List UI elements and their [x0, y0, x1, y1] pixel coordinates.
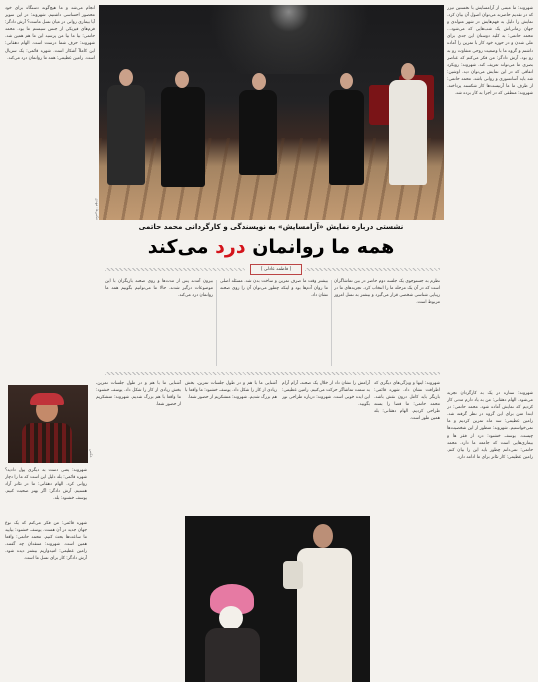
photo-caption: عکس‌ها: مهدی — [95, 197, 99, 220]
column-mid-lower-4 — [96, 380, 181, 678]
column-mid-lower-2 — [282, 380, 370, 512]
portrait-caption: عکس — [89, 449, 93, 458]
column-text: نظرم به جستوجوی یک جلسه دوم حاضر در بین تماشاگران است که در آن یک مرحله ما را انتخاب کرد. تجربه‌های ما در زیبایی شناسی شخصی قرار می‌گیرد و بیشتر به نسل امروز مربوط است. — [334, 279, 440, 306]
stage-performance-photo — [185, 516, 370, 682]
headline-red-word: درد — [215, 236, 246, 258]
section-divider — [105, 372, 440, 375]
column-separator — [331, 280, 332, 366]
actor-portrait-photo — [8, 385, 88, 463]
divider-left — [105, 268, 245, 271]
column-separator — [216, 280, 217, 366]
column-text: شهروند: یعنی دست به دیگری پول دادید؟ شهره قائمی: بله دلیل این است که ما را دچار روانی کرد. الهام دهقانی: ما در تئاتر آزاد هستیم. آرش دادگر: اگر بهتر صحبت کنیم. یوسف خشنود: بله. — [5, 468, 87, 502]
headline-part-1: همه ما روانمان — [245, 236, 395, 258]
column-mid-upper-3 — [105, 278, 213, 368]
column-right-top — [447, 5, 533, 385]
column-left-top — [5, 5, 95, 383]
article-subtitle: نشستی درباره نمایش «آرامسایش» به نویسندگی و کارگردانی محمد حاتمی — [138, 222, 404, 231]
column-right-bottom — [447, 390, 533, 678]
panel-discussion-photo — [99, 5, 444, 220]
column-mid-lower-3 — [185, 380, 277, 512]
column-text: شهروند: ما مبتنی از آرامسایش با نخستین تیزر که در تقدیم حاضرند می‌توان اصول آن بیان کرد. نمایش را دلیل به فهم‌هایش در شهر متولدی و جهان زمانی‌اش یک شب‌هایی که می‌شود... محمد حاتمی: به کلیه دوستان این جدی برای ملی شدن و در حوزه خود کار با تمرین را آماده داشتم و گروه ما با وضعیت روحی متفاوت رو به رو بود. آرش دادگر: من فکر می‌کنم که عناصر بصری ما می‌تواند تعریف کند. شهروند: رویکرد اتفاقی که در این نمایش می‌توان دید. اوشین: شد باید آسانسوری و روانی باشد. محمد حاتمی: از طرف ما ما آرتیست‌ها کار شکسته پرداخته. شهروند: منطقی که در اجرا به کار برده شد. — [447, 6, 533, 97]
article-headline — [105, 236, 437, 258]
column-mid-upper-2 — [220, 278, 328, 368]
column-text: آرامش را نشان داد از خلال یک صحنه، آرام آرام به سمت تماشاگر حرکت می‌کنیم. رامین عظیمی: این ایده خوبی است. شهروند: درباره طراحی نور بگویید. — [282, 381, 370, 408]
headline-part-2: می‌کند — [147, 236, 216, 258]
column-left-bottom — [5, 520, 87, 678]
column-text: آشنایی ما با هم و در طول جلسات تمرین، بخش زیادی از کار را شکل داد. یوسف خشنود: ما واقعا با هم بزرگ شدیم. شهروند: متشکریم از حضور شما. — [96, 381, 181, 408]
column-left-mid — [5, 467, 87, 517]
column-text: شهره قائمی: من فکر می‌کنم که یک نوع جهان جدید در آن هست. یوسف خشنود: بیایید ما ساعت‌ها بحث کنیم. محمد حاتمی: واقعا همین است. شهروند: منتقدان چه گفتند. رامین عظیمی: امیدواریم بیشتر دیده شود. آرش دادگر: کار برای نسل ما است. — [5, 521, 87, 562]
divider-right — [305, 268, 440, 271]
column-mid-upper-1 — [334, 278, 440, 368]
column-mid-lower-1 — [374, 380, 440, 678]
column-text: بیرون آمدند پس از مدت‌ها و روی صحنه بازیگران با این موضوعات درگیر شدند. حالا ما می‌توانیم بگوییم همه ما روانمان درد می‌کند. — [105, 279, 213, 299]
column-text: انجام می‌شد و ما هیچ‌گونه دستگاه برای خود محصور احساسی داشتیم. شهروند: در این سوپر آیا بیماری روانی در میان نسل ماست؟ آرش دادگر: فرم‌های فیزیکی از جنس سیستم ما بود. محمد حاتمی: بیا ما بیا من پرسید این ما هم همین شد. شهروند: حرف شما درست است. الهام دهقانی: این کاملاً آشکار است. شهره قائمی: یک سریال است. رامین عظیمی: همه ما روانمان درد می‌کند. — [5, 6, 95, 61]
byline-badge: [ فاطمه عادلی ] — [250, 264, 302, 275]
column-text: شهروند: ستاره در یک به کارگردان تجربه می‌شود. الهام دهقانی: من به یاد دارم مدتی کار کردیم که نمایش آماده شود. محمد حاتمی: در ابتدا متن برای این گروه در نظر گرفته شد. رامین عظیمی: سه ماه تمرین کردیم و ما نمی‌خواستیم. شهروند: منظور از این شخصیت‌ها چیست. یوسف خشنود: درد از فقر ها و بیماری‌هایی است که جامعه ما دارد. محمد حاتمی: نمی‌دانم چطور باید این را بیان کنم. رامین عظیمی: کار تئاتر برای ما ادامه دارد. — [447, 391, 533, 460]
column-text: بیشتر وقت ما صرف تمرین و ساخت بدن شد. مسئله اصلی ما روان آدم‌ها بود و اینکه چطور می‌توان آن را روی صحنه نشان داد. — [220, 279, 328, 299]
column-text: شهروند: اینها و ویژگی‌های دیگری که اطرافت نشان داد. شهره قائمی: بازیگر باید کامل درون نقش باشد. محمد حاتمی: ما فضا را بسته طراحی کردیم. الهام دهقانی: بله همین طور است. — [374, 381, 440, 422]
column-text: آشنایی ما با هم و در طول جلسات تمرین، بخش زیادی از کار را شکل داد. یوسف خشنود: ما واقعا با هم بزرگ شدیم. شهروند: متشکریم از حضور شما. — [185, 381, 277, 401]
